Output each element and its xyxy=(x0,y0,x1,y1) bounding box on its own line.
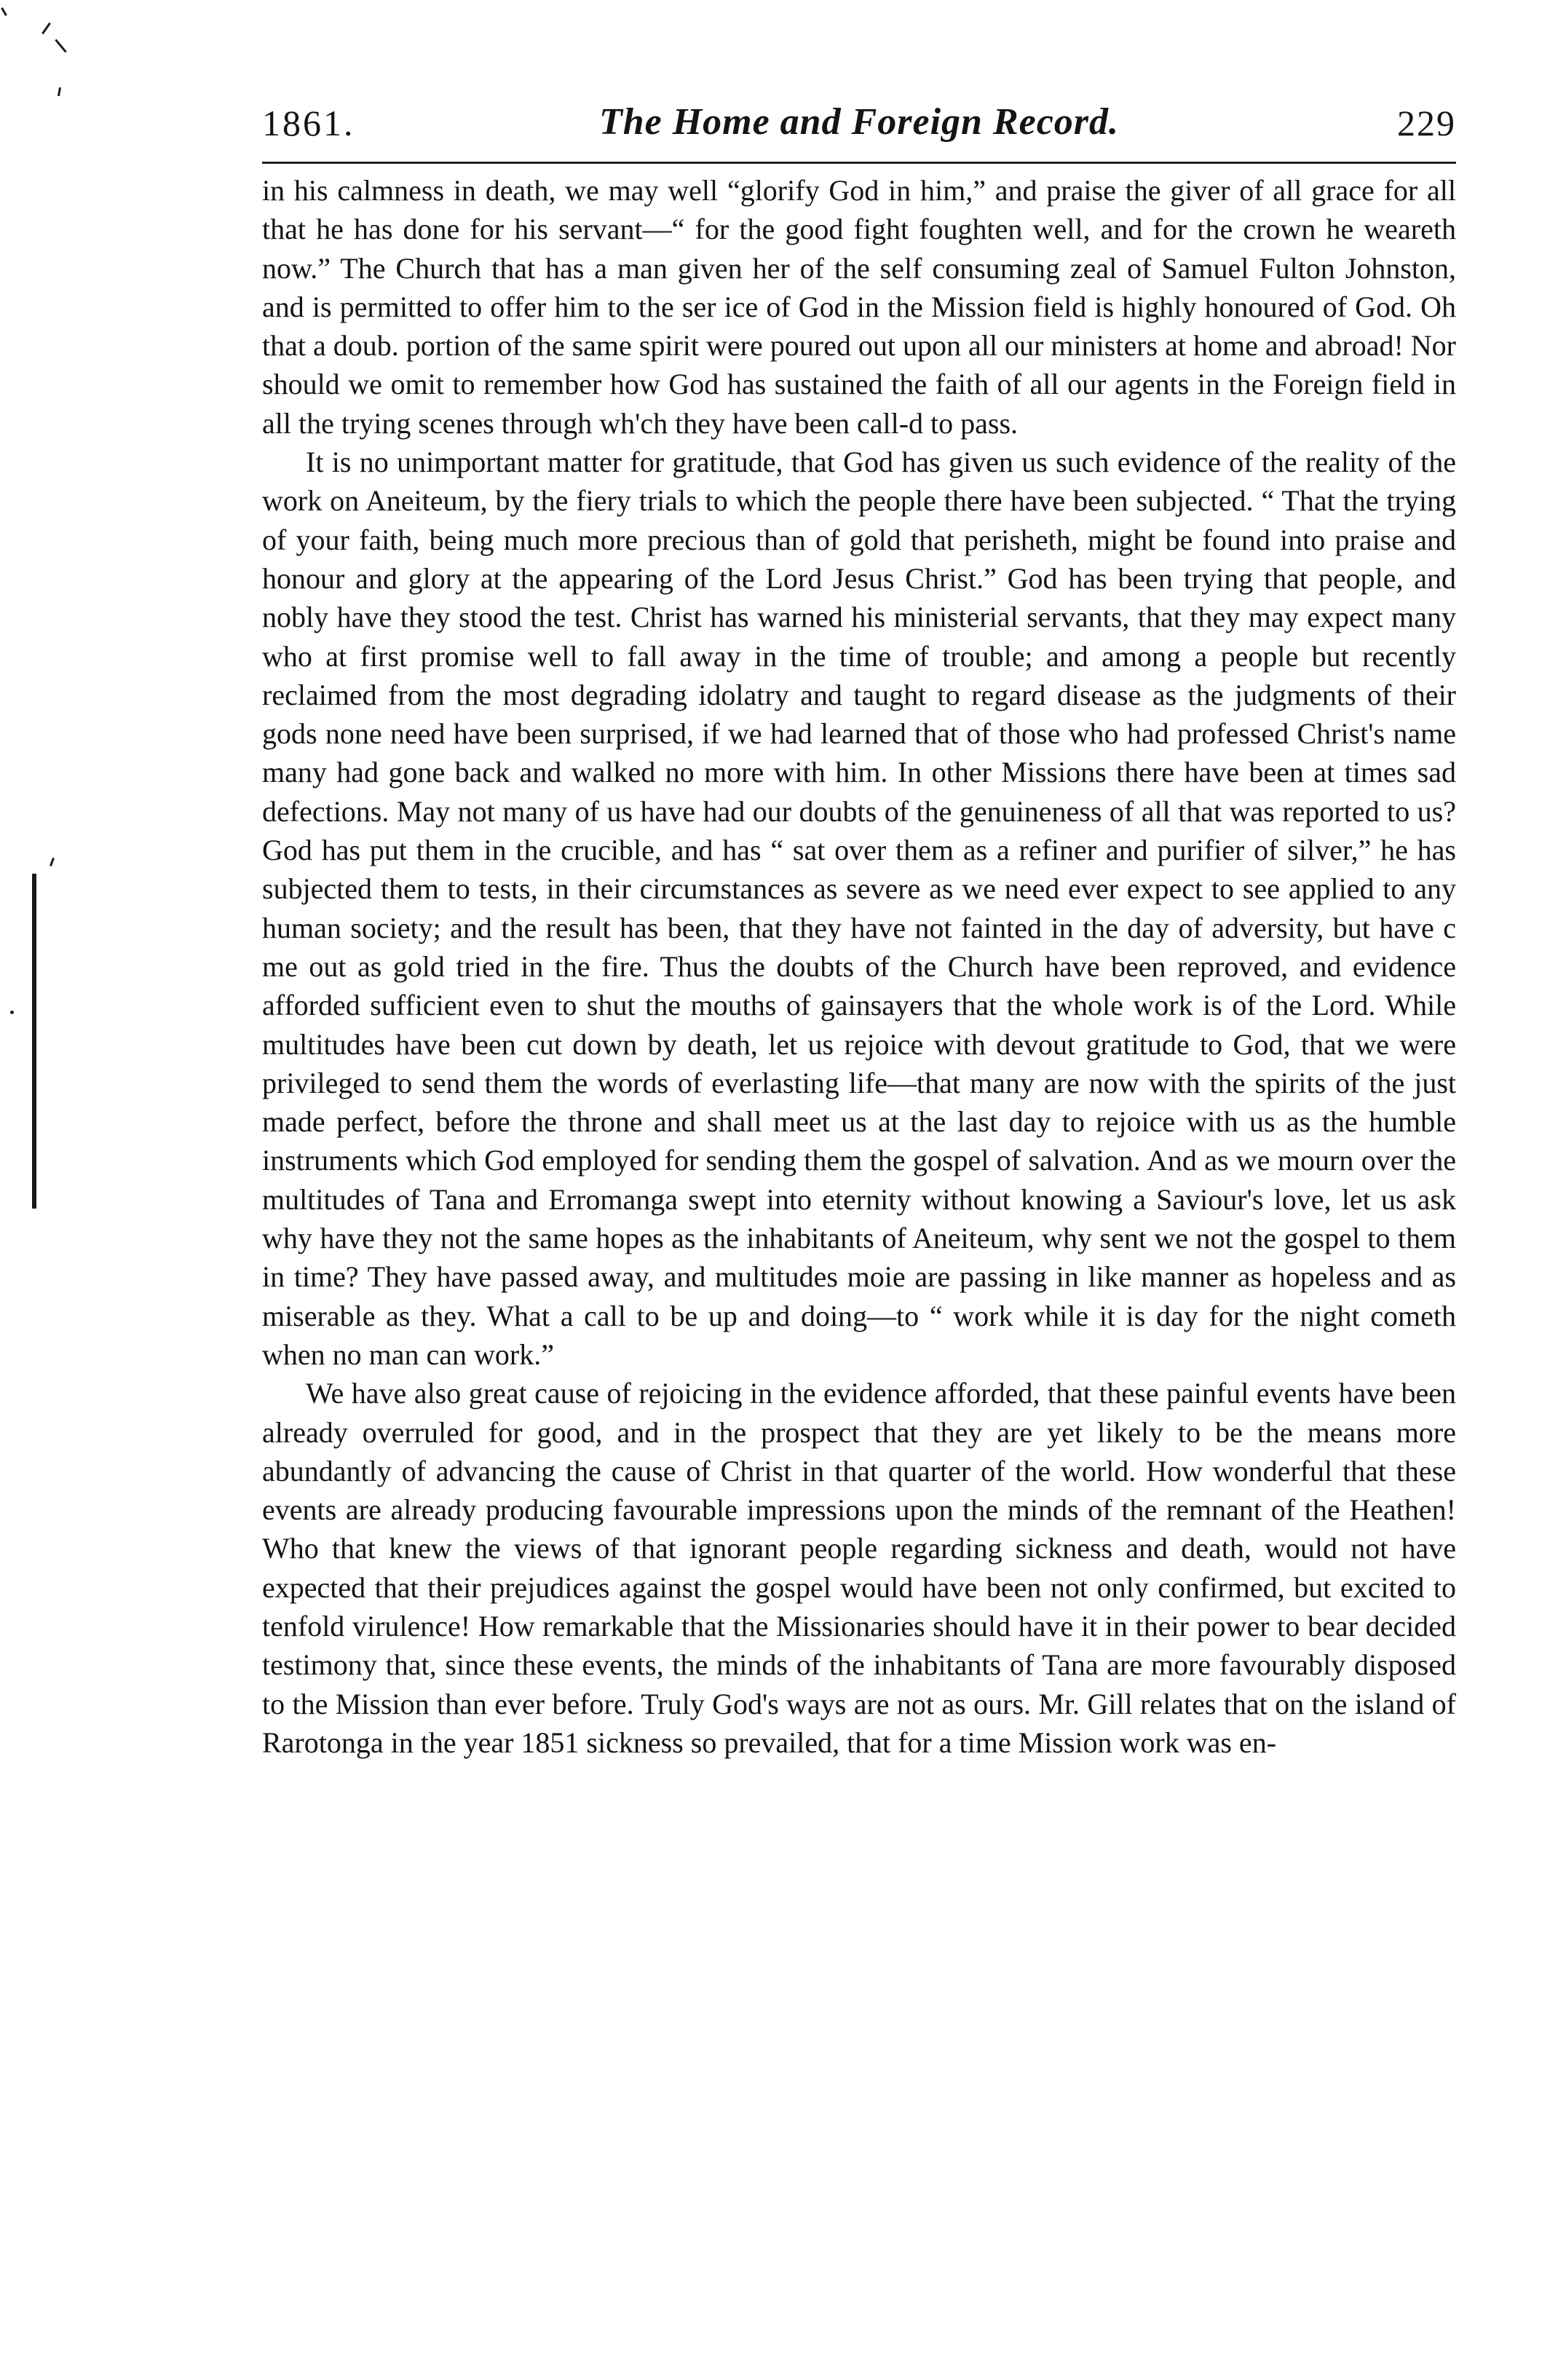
paragraph-rejoicing: We have also great cause of rejoicing in the evidence afforded, that these painful events have been already overruled for good, and in the prospect that they are yet likely to be the means more abundantly of advancing the cause of Christ in that quarter of the world. How wonderful that these events are already producing favourable impressions upon the minds of the remnant of the Heathen! Who that knew the views of that ignorant people regarding sickness and death, would not have expected that their prejudices against the gospel would have been not only confirmed, but excited to tenfold virulence! How remarkable that the Missionaries should have it in their power to bear decided testimony that, since these events, the minds of the inhabitants of Tana are more favourably disposed to the Mission than ever before. Truly God's ways are not as ours. Mr. Gill relates that on the island of Rarotonga in the year 1851 sickness so prevailed, that for a time Mission work was en- xyxy=(262,1377,1456,1759)
header-rule xyxy=(262,162,1456,164)
margin-scan-marks xyxy=(0,0,116,2380)
margin-mark xyxy=(58,87,61,96)
margin-mark xyxy=(1,7,7,16)
margin-dot xyxy=(10,1011,14,1014)
margin-mark xyxy=(50,858,55,866)
margin-vertical-bar xyxy=(32,874,36,1209)
publication-title: The Home and Foreign Record. xyxy=(598,101,1120,143)
margin-mark xyxy=(55,39,66,53)
header-year: 1861. xyxy=(262,103,355,143)
paragraph-gratitude: It is no unimportant matter for gratitude, that God has given us such evidence of the reality of the work on Aneiteum, by the fiery trials to which the people there have been subjected. “ That the trying of your faith, being much more precious than of gold that perisheth, might be found into praise and honour and glory at the appearing of the Lord Jesus Christ.” God has been trying that people, and nobly have they stood the test. Christ has warned his ministerial servants, that they may expect many who at first promise well to fall away in the time of trouble; and among a people but recently reclaimed from the most degrading idolatry and taught to regard disease as the judgments of their gods none need have been surprised, if we had learned that of those who had professed Christ's name many had gone back and walked no more with him. In other Missions there have been at times sad defections. May not many of us have had our doubts of the genuineness of all that was reported to us? God has put them in the crucible, and has “ sat over them as a refiner and purifier of silver,” he has subjected them to tests, in their circumstances as severe as we need ever expect to see applied to any human society; and the result has been, that they have not fainted in the day of adversity, but have c me out as gold tried in the fire. Thus the doubts of the Church have been reproved, and evidence afforded sufficient even to shut the mouths of gainsayers that the whole work is of the Lord. While multitudes have been cut down by death, let us rejoice with devout gratitude to God, that we were privileged to send them the words of everlasting life—that many are now with the spirits of the just made perfect, before the throne and shall meet us at the last day to rejoice with us as the humble instruments which God employed for sending them the gospel of salvation. And as we mourn over the multitudes of Tana and Erromanga swept into eternity without knowing a Saviour's love, let us ask why have they not the same hopes as the inhabitants of Aneiteum, why sent we not the gospel to them in time? They have passed away, and multitudes moie are passing in like manner as hopeless and as miserable as they. What a call to be up and doing—to “ work while it is day for the night cometh when no man can work.” xyxy=(262,446,1456,1371)
paragraph-continuation: in his calmness in death, we may well “glorify God in him,” and praise the giver of all grace for all that he has done for his servant—“ for the good fight foughten well, and for the crown he weareth now.” The Church that has a man given her of the self consuming zeal of Samuel Fulton Johnston, and is permitted to offer him to the ser ice of God in the Mission field is highly honoured of God. Oh that a doub. portion of the same spirit were poured out upon all our ministers at home and abroad! Nor should we omit to remember how God has sustained the faith of all our agents in the Foreign field in all the trying scenes through wh'ch they have been call-d to pass. xyxy=(262,174,1456,440)
running-header xyxy=(262,102,1456,160)
page-number: 229 xyxy=(1397,103,1456,143)
article-body xyxy=(262,171,1456,1762)
margin-mark xyxy=(41,23,51,34)
